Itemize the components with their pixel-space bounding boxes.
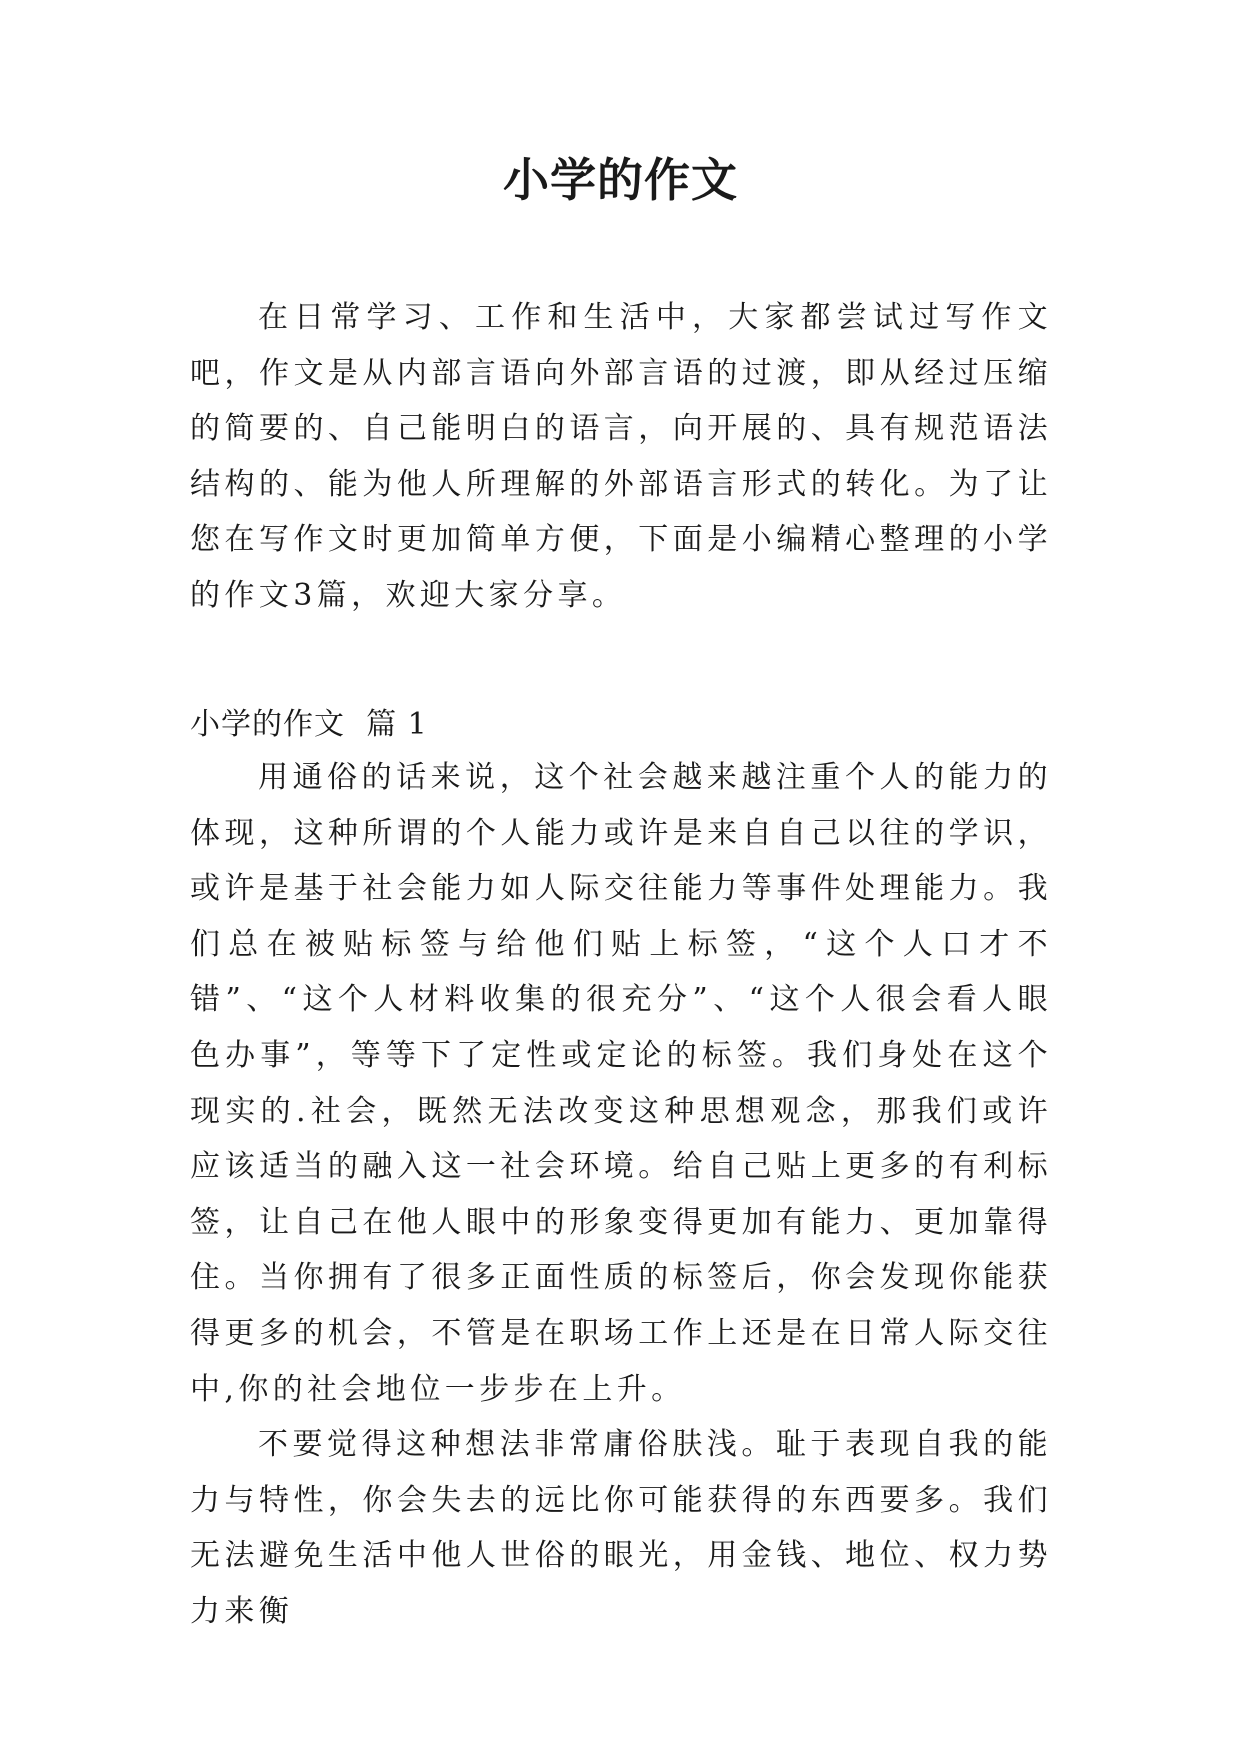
intro-paragraph: 在日常学习、工作和生活中，大家都尝试过写作文吧，作文是从内部言语向外部言语的过渡，即从经过压缩的简要的、自己能明白的语言，向开展的、具有规范语法结构的、能为他人所理解的外部语言形式的转化。为了让您在写作文时更加简单方便，下面是小编精心整理的小学的作文3篇，欢迎大家分享。 [190,300,1052,613]
essay-paragraph-1: 用通俗的话来说，这个社会越来越注重个人的能力的体现，这种所谓的个人能力或许是来自自己以往的学识，或许是基于社会能力如人际交往能力等事件处理能力。我们总在被贴标签与给他们贴上标签，“这个人口才不错”、“这个人材料收集的很充分”、“这个人很会看人眼色办事”，等等下了定性或定论的标签。我们身处在这个现实的.社会，既然无法改变这种思想观念，那我们或许应该适当的融入这一社会环境。给自己贴上更多的有利标签，让自己在他人眼中的形象变得更加有能力、更加靠得住。当你拥有了很多正面性质的标签后，你会发现你能获得更多的机会，不管是在职场工作上还是在日常人际交往中,你的社会地位一步步在上升。 [190,760,1052,1407]
essay-paragraph-2: 不要觉得这种想法非常庸俗肤浅。耻于表现自我的能力与特性，你会失去的远比你可能获得的东西要多。我们无法避免生活中他人世俗的眼光，用金钱、地位、权力势力来衡 [190,1427,1052,1629]
section-heading: 小学的作文 篇 1 [190,707,428,742]
essay-body [190,750,1052,1640]
document-title: 小学的作文 [503,153,738,207]
intro-block [190,290,1052,624]
